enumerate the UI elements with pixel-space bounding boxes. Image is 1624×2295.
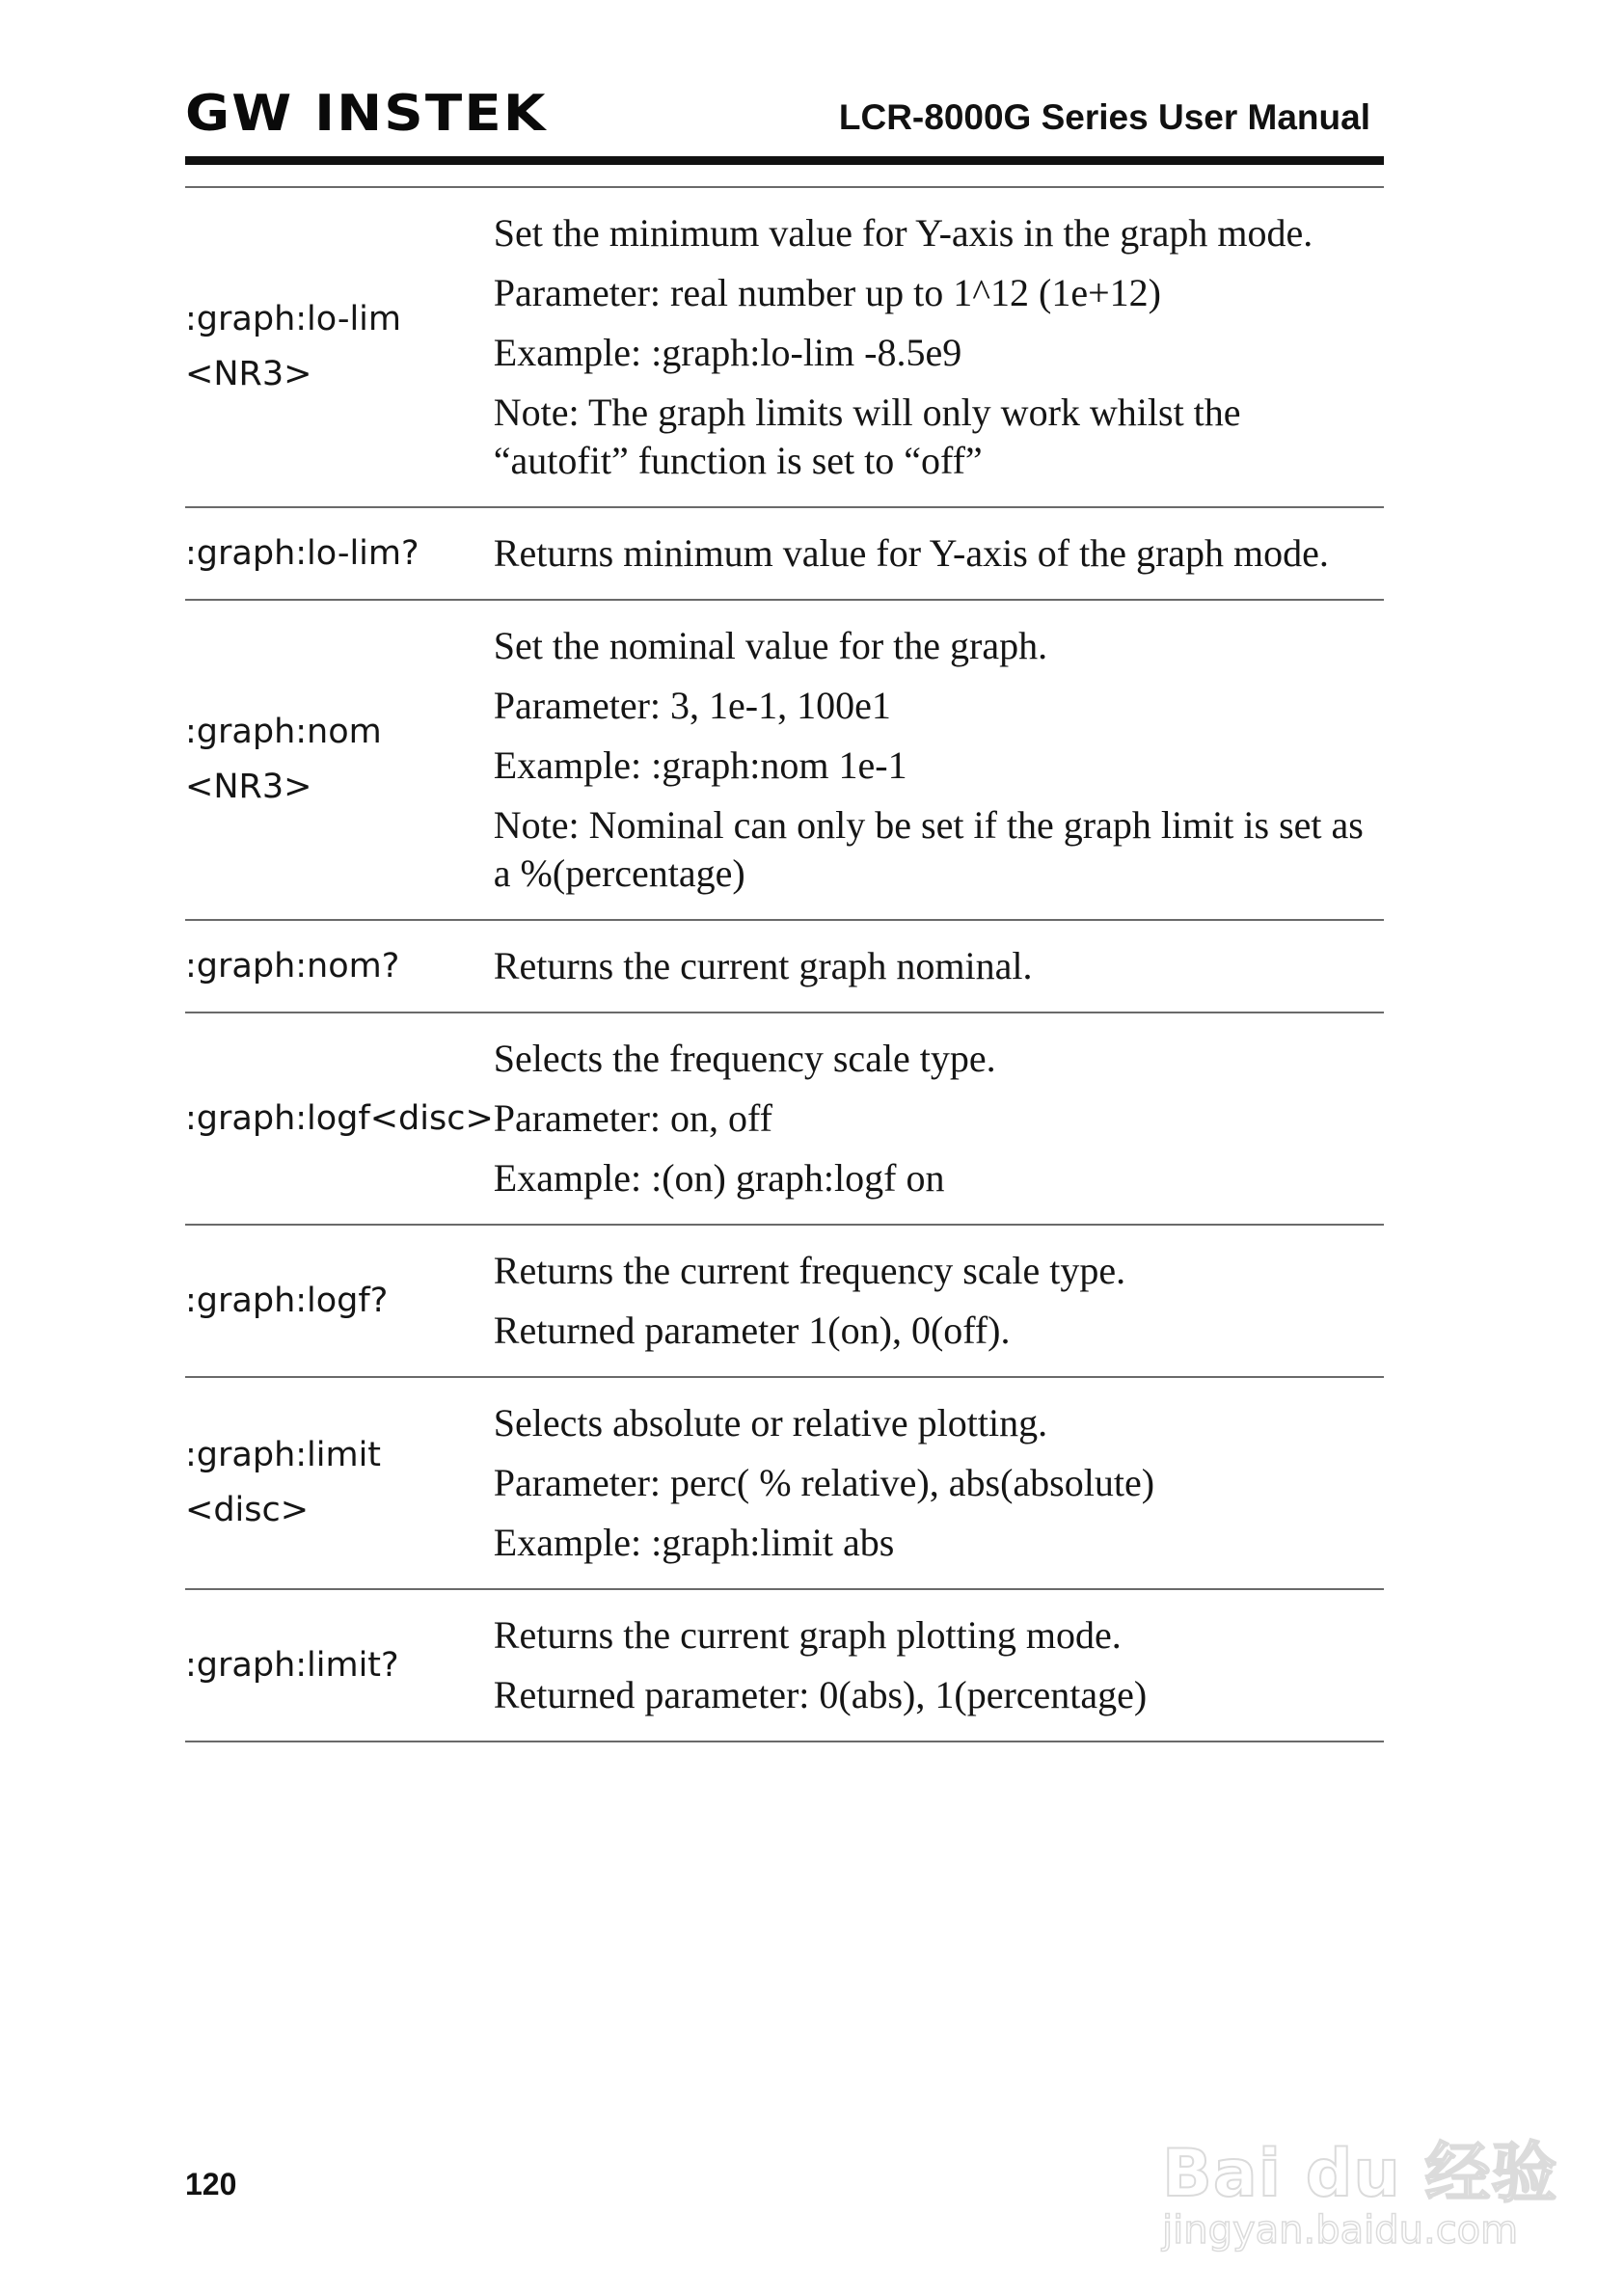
command-text: :graph:logf<disc> bbox=[185, 1098, 494, 1138]
header-rule bbox=[185, 156, 1384, 165]
description-cell bbox=[494, 1589, 1384, 1742]
description-cell bbox=[494, 187, 1384, 507]
watermark-main: Bai du 经验 bbox=[1162, 2136, 1558, 2212]
gw-instek-logo: GW INSTEK bbox=[185, 85, 548, 143]
description-line: Parameter: on, off bbox=[493, 1096, 772, 1140]
command-text: :graph:limit bbox=[185, 1436, 382, 1474]
description-line: Returned parameter 1(on), 0(off). bbox=[493, 1309, 1011, 1352]
command-cell bbox=[185, 507, 494, 600]
description-cell bbox=[494, 1012, 1384, 1225]
command-text: :graph:limit? bbox=[185, 1645, 399, 1685]
command-cell bbox=[185, 1225, 494, 1377]
description-line: Returned parameter: 0(abs), 1(percentage) bbox=[493, 1673, 1148, 1716]
description-line: Returns the current graph nominal. bbox=[493, 944, 1033, 987]
description-line: Returns minimum value for Y-axis of the graph mode. bbox=[493, 531, 1329, 575]
command-text: :graph:lo-lim? bbox=[185, 533, 420, 573]
description-line: Returns the current graph plotting mode. bbox=[493, 1613, 1122, 1657]
description-line: Note: The graph limits will only work whilst the “autofit” function is set to “off” bbox=[493, 391, 1241, 482]
description-cell bbox=[494, 1225, 1384, 1377]
command-param: <NR3> bbox=[185, 355, 312, 393]
command-text: :graph:logf? bbox=[185, 1281, 389, 1320]
description-line: Example: :(on) graph:logf on bbox=[493, 1156, 945, 1200]
table-row bbox=[185, 1225, 1384, 1377]
watermark-url: jingyan.baidu.com bbox=[1162, 2208, 1519, 2253]
command-text: :graph:lo-lim bbox=[185, 300, 401, 338]
command-text: :graph:nom bbox=[185, 713, 382, 751]
table-row bbox=[185, 187, 1384, 507]
command-cell bbox=[185, 600, 494, 920]
command-cell bbox=[185, 920, 494, 1012]
command-cell bbox=[185, 1589, 494, 1742]
command-param: <disc> bbox=[185, 1491, 310, 1529]
description-cell bbox=[494, 507, 1384, 600]
table-row bbox=[185, 920, 1384, 1012]
table-row bbox=[185, 1377, 1384, 1589]
description-cell bbox=[494, 1377, 1384, 1589]
description-line: Example: :graph:limit abs bbox=[493, 1521, 895, 1564]
manual-title: LCR-8000G Series User Manual bbox=[838, 97, 1370, 137]
description-cell bbox=[494, 920, 1384, 1012]
command-cell bbox=[185, 187, 494, 507]
description-line: Selects the frequency scale type. bbox=[493, 1037, 996, 1080]
table-row bbox=[185, 1589, 1384, 1742]
command-cell bbox=[185, 1377, 494, 1589]
command-table bbox=[185, 186, 1384, 1742]
description-line: Set the minimum value for Y-axis in the graph mode. bbox=[493, 211, 1313, 255]
description-line: Parameter: real number up to 1^12 (1e+12) bbox=[493, 271, 1162, 314]
description-cell bbox=[494, 600, 1384, 920]
command-text: :graph:nom? bbox=[185, 946, 400, 986]
table-row bbox=[185, 507, 1384, 600]
description-line: Parameter: perc( % relative), abs(absolute) bbox=[493, 1461, 1155, 1504]
command-cell bbox=[185, 1012, 494, 1225]
description-line: Example: :graph:lo-lim -8.5e9 bbox=[493, 331, 962, 374]
description-line: Parameter: 3, 1e-1, 100e1 bbox=[493, 684, 891, 727]
description-line: Selects absolute or relative plotting. bbox=[493, 1401, 1048, 1444]
description-line: Returns the current frequency scale type. bbox=[493, 1249, 1126, 1292]
page-number: 120 bbox=[185, 2167, 237, 2201]
table-row bbox=[185, 1012, 1384, 1225]
baidu-watermark bbox=[1162, 2102, 1558, 2266]
description-line: Example: :graph:nom 1e-1 bbox=[493, 743, 907, 787]
table-row bbox=[185, 600, 1384, 920]
command-param: <NR3> bbox=[185, 768, 312, 806]
description-line: Note: Nominal can only be set if the graph limit is set as a %(percentage) bbox=[493, 803, 1364, 895]
description-line: Set the nominal value for the graph. bbox=[493, 624, 1048, 667]
